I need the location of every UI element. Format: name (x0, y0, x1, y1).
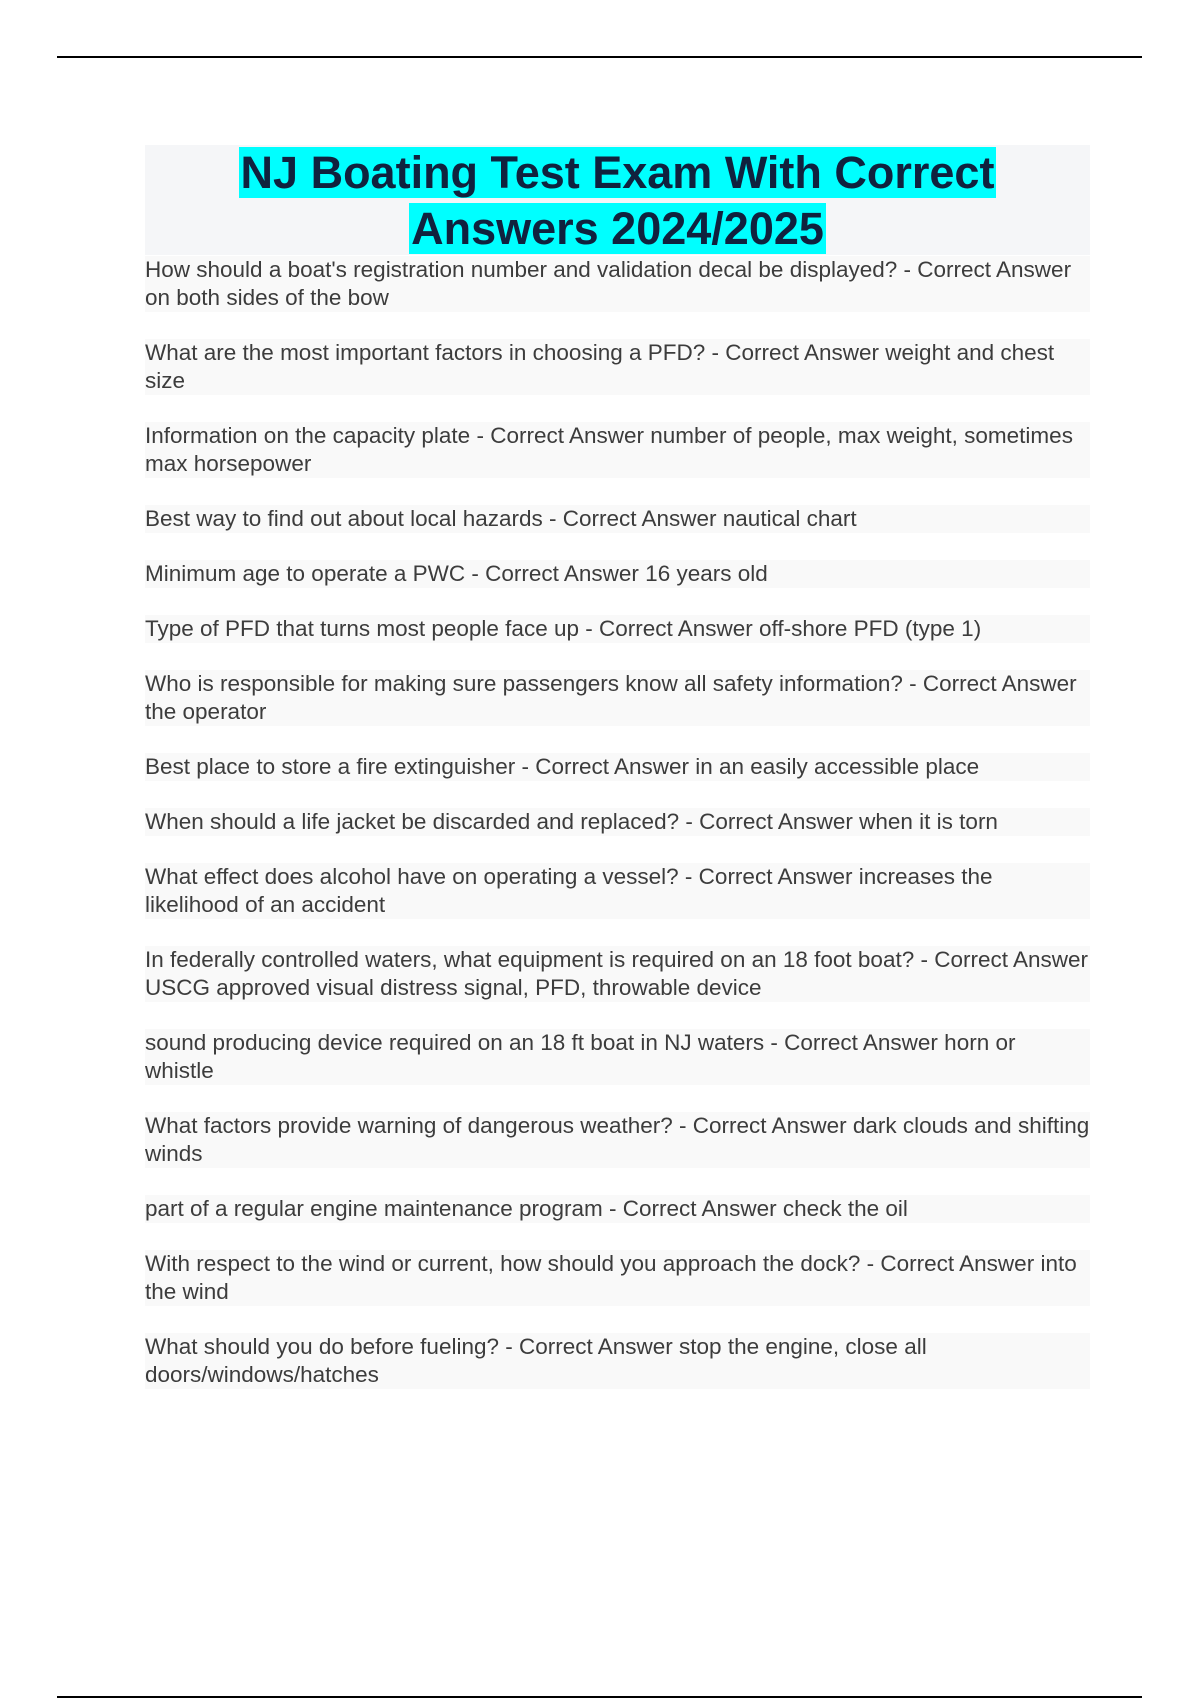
qa-item: With respect to the wind or current, how should you approach the dock? - Correct Answer into the wind (145, 1250, 1090, 1306)
qa-item: In federally controlled waters, what equipment is required on an 18 foot boat? - Correct Answer USCG approved visual distress signal, PFD, throwable device (145, 947, 1089, 1000)
qa-item: Type of PFD that turns most people face up - Correct Answer off-shore PFD (type 1) (145, 615, 1090, 643)
question-answer-list (145, 256, 1090, 1416)
qa-item: Minimum age to operate a PWC - Correct Answer 16 years old (145, 560, 1090, 588)
document-title (145, 145, 1090, 255)
title-line-1: NJ Boating Test Exam With Correct (240, 147, 995, 198)
qa-item: sound producing device required on an 18 ft boat in NJ waters - Correct Answer horn or whistle (145, 1029, 1090, 1085)
bottom-rule (57, 1696, 1142, 1698)
qa-item: What are the most important factors in choosing a PFD? - Correct Answer weight and chest size (145, 339, 1090, 395)
qa-item: Who is responsible for making sure passengers know all safety information? - Correct Answer the operator (145, 670, 1090, 726)
qa-item: Best place to store a fire extinguisher - Correct Answer in an easily accessible place (145, 753, 1090, 781)
qa-item: Information on the capacity plate - Correct Answer number of people, max weight, sometimes max horsepower (145, 422, 1090, 478)
qa-item: What effect does alcohol have on operating a vessel? - Correct Answer increases the likelihood of an accident (145, 863, 1090, 919)
qa-item: Best way to find out about local hazards - Correct Answer nautical chart (145, 505, 1090, 533)
title-line-2: Answers 2024/2025 (411, 203, 824, 254)
qa-item: What factors provide warning of dangerous weather? - Correct Answer dark clouds and shifting winds (145, 1113, 1090, 1166)
qa-item: What should you do before fueling? - Correct Answer stop the engine, close all doors/windows/hatches (145, 1333, 1090, 1389)
top-rule (57, 56, 1142, 58)
qa-item: How should a boat's registration number and validation decal be displayed? - Correct Answer on both sides of the bow (145, 256, 1090, 312)
qa-item: When should a life jacket be discarded and replaced? - Correct Answer when it is torn (145, 808, 1090, 836)
qa-item: part of a regular engine maintenance program - Correct Answer check the oil (145, 1195, 1090, 1223)
